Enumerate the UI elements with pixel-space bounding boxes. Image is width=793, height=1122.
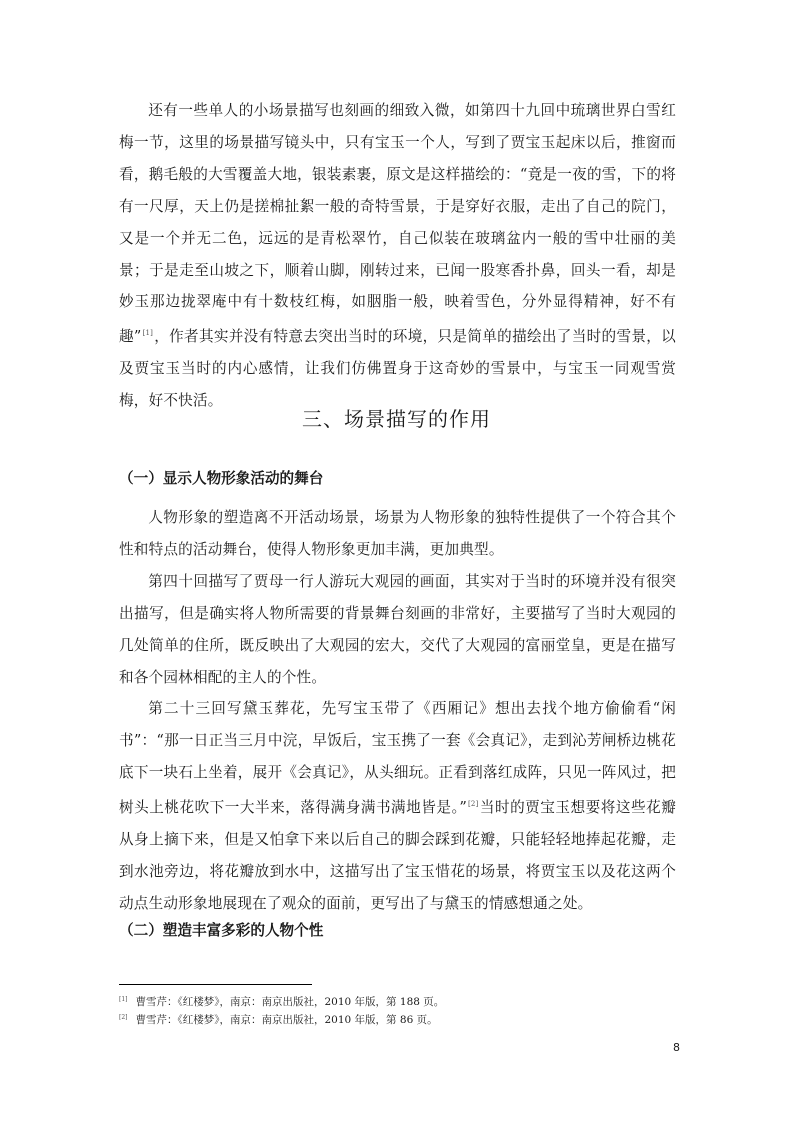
footnote-2 xyxy=(119,1010,676,1028)
body-paragraph-3 xyxy=(119,693,676,919)
footnote-1-text: 曹雪芹：《红楼梦》，南京：南京出版社，2010 年版，第 188 页。 xyxy=(135,996,445,1008)
footnote-ref-1[interactable]: [1] xyxy=(142,329,154,338)
intro-text-block xyxy=(119,95,676,417)
body-paragraph-3-text-a: 第二十三回写黛玉葬花，先写宝玉带了《西厢记》想出去找个地方偷偷看“闲书”：“那一日正当三月中浣，早饭后，宝玉携了一套《会真记》，走到沁芳闸桥边桃花底下一块石上坐着，展开《会真记》，从头细玩。正看到落红成阵，只见一阵风过，把树头上桃花吹下一大半来，落得满身满书满地皆是。” xyxy=(119,700,676,817)
section-title: 三、场景描写的作用 xyxy=(302,407,491,431)
subsection-heading-2: （二）塑造丰富多彩的人物个性 xyxy=(119,922,324,939)
footnote-1 xyxy=(119,992,676,1010)
intro-paragraph-text-a: 还有一些单人的小场景描写也刻画的细致入微，如第四十九回中琉璃世界白雪红梅一节，这里的场景描写镜头中，只有宝玉一个人，写到了贾宝玉起床以后，推窗而看，鹅毛般的大雪覆盖大地，银装素裹，原文是这样描绘的：“竟是一夜的雪，下的将有一尺厚，天上仍是搓棉扯絮一般的奇特雪景，于是穿好衣服，走出了自己的院门，又是一个并无二色，远远的是青松翠竹，自己似装在玻璃盆内一般的雪中壮丽的美景；于是走至山坡之下，顺着山脚，刚转过来，已闻一股寒香扑鼻，回头一看，却是妙玉那边拢翠庵中有十数枝红梅，如胭脂一般，映着雪色，分外显得精神，好不有趣” xyxy=(119,102,676,346)
footnote-ref-2[interactable]: [2] xyxy=(468,800,479,809)
intro-paragraph-text-b: ，作者其实并没有特意去突出当时的环境，只是简单的描绘出了当时的雪景，以及贾宝玉当时的内心感情，让我们仿佛置身于这奇妙的雪景中，与宝玉一同观雪赏梅，好不快活。 xyxy=(119,328,676,410)
intro-paragraph xyxy=(119,95,676,417)
footnote-2-text: 曹雪芹：《红楼梦》，南京：南京出版社，2010 年版，第 86 页。 xyxy=(135,1014,438,1026)
footnote-2-mark: [2] xyxy=(119,1014,128,1021)
footnote-1-mark: [1] xyxy=(119,996,128,1003)
body-paragraph-3-text-b: 当时的贾宝玉想要将这些花瓣从身上摘下来，但是又怕拿下来以后自己的脚会踩到花瓣，只能轻轻地捧起花瓣，走到水池旁边，将花瓣放到水中，这描写出了宝玉惜花的场景，将贾宝玉以及花这两个动点生动形象地展现在了观众的面前，更写出了与黛玉的情感想通之处。 xyxy=(119,799,676,912)
subsection-heading-1: （一）显示人物形象活动的舞台 xyxy=(119,470,324,487)
body-paragraph-2: 第四十回描写了贾母一行人游玩大观园的画面，其实对于当时的环境并没有很突出描写，但是确实将人物所需要的背景舞台刻画的非常好，主要描写了当时大观园的几处简单的住所，既反映出了大观园的宏大，交代了大观园的富丽堂皇，更是在描写和各个园林相配的主人的个性。 xyxy=(119,572,676,686)
footnotes xyxy=(119,992,676,1028)
body-paragraph-1: 人物形象的塑造离不开活动场景，场景为人物形象的独特性提供了一个符合其个性和特点的活动舞台，使得人物形象更加丰满，更加典型。 xyxy=(119,509,676,558)
page-number: 8 xyxy=(673,1041,680,1054)
section-text-block xyxy=(119,502,676,920)
footnote-separator xyxy=(119,984,312,985)
